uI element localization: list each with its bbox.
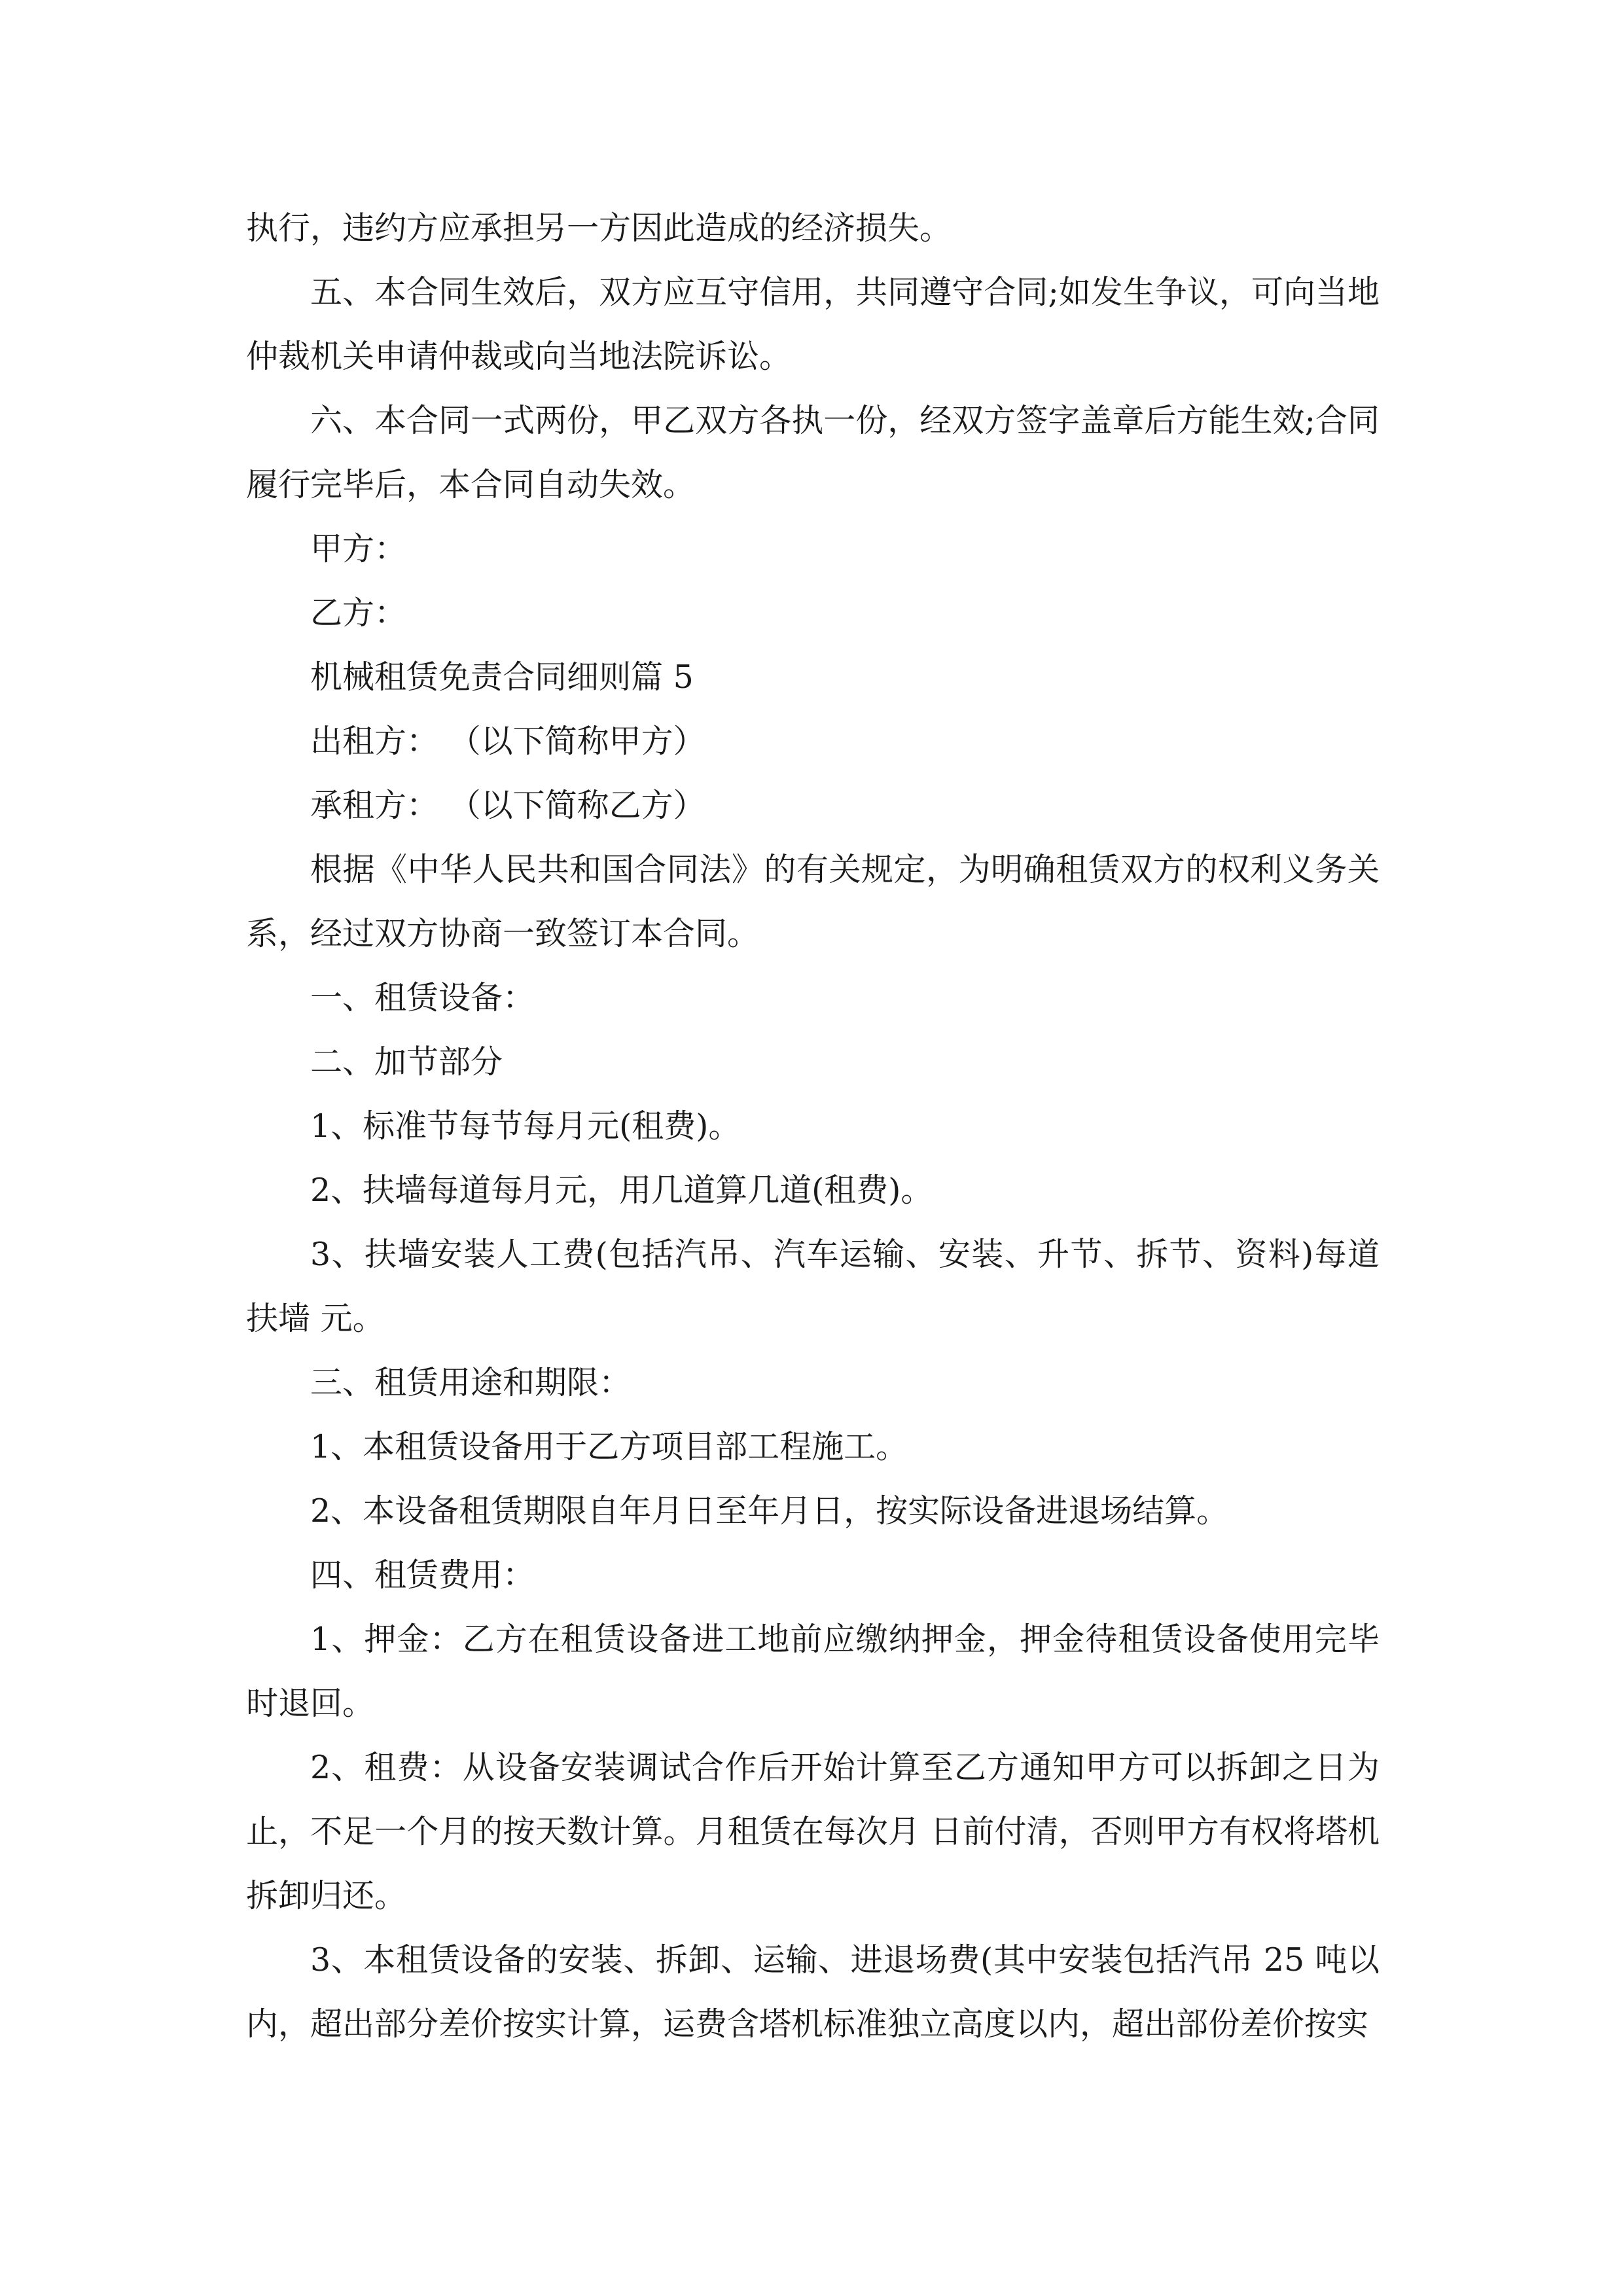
paragraph-2: 五、本合同生效后，双方应互守信用，共同遵守合同;如发生争议，可向当地仲裁机关申请仲裁或向当地法院诉讼。 (246, 274, 1380, 375)
paragraph-1: 执行，违约方应承担另一方因此造成的经济损失。 (246, 209, 952, 247)
paragraph-9: 根据《中华人民共和国合同法》的有关规定，为明确租赁双方的权利义务关系，经过双方协商一致签订本合同。 (246, 851, 1380, 952)
document-body (246, 196, 1380, 2056)
paragraph-10: 一、租赁设备： (310, 979, 535, 1016)
paragraph-8: 承租方： （以下简称乙方） (310, 787, 705, 824)
paragraph-7: 出租方： （以下简称甲方） (310, 723, 705, 760)
paragraph-20: 2、租费：从设备安装调试合作后开始计算至乙方通知甲方可以拆卸之日为止，不足一个月的按天数计算。月租赁在每次月 日前付清，否则甲方有权将塔机拆卸归还。 (246, 1749, 1380, 1914)
paragraph-15: 三、租赁用途和期限： (310, 1364, 632, 1401)
paragraph-11: 二、加节部分 (310, 1043, 503, 1081)
paragraph-21: 3、本租赁设备的安装、拆卸、运输、进退场费(其中安装包括汽吊 25 吨以内，超出部分差价按实计算，运费含塔机标准独立高度以内，超出部份差价按实 (246, 1941, 1380, 2043)
paragraph-16: 1、本租赁设备用于乙方项目部工程施工。 (310, 1428, 908, 1465)
paragraph-19: 1、押金：乙方在租赁设备进工地前应缴纳押金，押金待租赁设备使用完毕时退回。 (246, 1621, 1380, 1722)
paragraph-17: 2、本设备租赁期限自年月日至年月日，按实际设备进退场结算。 (310, 1492, 1229, 1530)
paragraph-6: 机械租赁免责合同细则篇 5 (310, 658, 694, 696)
paragraph-4: 甲方： (310, 530, 407, 567)
paragraph-14: 3、扶墙安装人工费(包括汽吊、汽车运输、安装、升节、拆节、资料)每道扶墙 元。 (246, 1236, 1380, 1337)
paragraph-3: 六、本合同一式两份，甲乙双方各执一份，经双方签字盖章后方能生效;合同履行完毕后，本合同自动失效。 (246, 402, 1380, 503)
paragraph-5: 乙方： (310, 594, 407, 632)
paragraph-13: 2、扶墙每道每月元，用几道算几道(租费)。 (310, 1172, 933, 1209)
paragraph-12: 1、标准节每节每月元(租费)。 (310, 1107, 741, 1145)
paragraph-18: 四、租赁费用： (310, 1556, 535, 1594)
